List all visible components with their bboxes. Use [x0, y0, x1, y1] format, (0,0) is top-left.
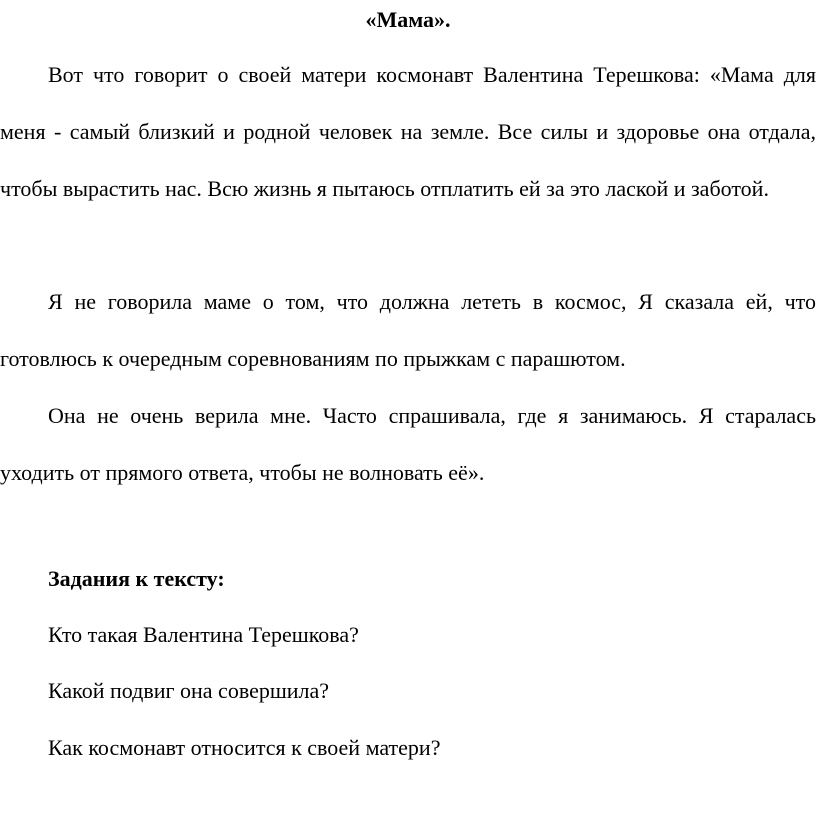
paragraph-3: Она не очень верила мне. Часто спрашивала, где я занимаюсь. Я старалась уходить от прямого ответа, чтобы не волновать её». [0, 403, 816, 485]
question-3: Как космонавт относится к своей матери? [48, 735, 441, 760]
tasks-heading: Задания к тексту: [48, 566, 225, 591]
question-1: Кто такая Валентина Терешкова? [48, 622, 359, 647]
document-title: «Мама». [365, 7, 451, 32]
paragraph-2: Я не говорила маме о том, что должна лететь в космос, Я сказала ей, что готовлюсь к очередным соревнованиям по прыжкам с парашютом. [0, 289, 816, 371]
paragraph-1: Вот что говорит о своей матери космонавт Валентина Терешкова: «Мама для меня - самый близкий и родной человек на земле. Все силы и здоровье она отдала, чтобы вырастить нас. Всю жизнь я пытаюсь отплатить ей за это лаской и заботой. [0, 62, 816, 201]
question-2: Какой подвиг она совершила? [48, 678, 330, 703]
